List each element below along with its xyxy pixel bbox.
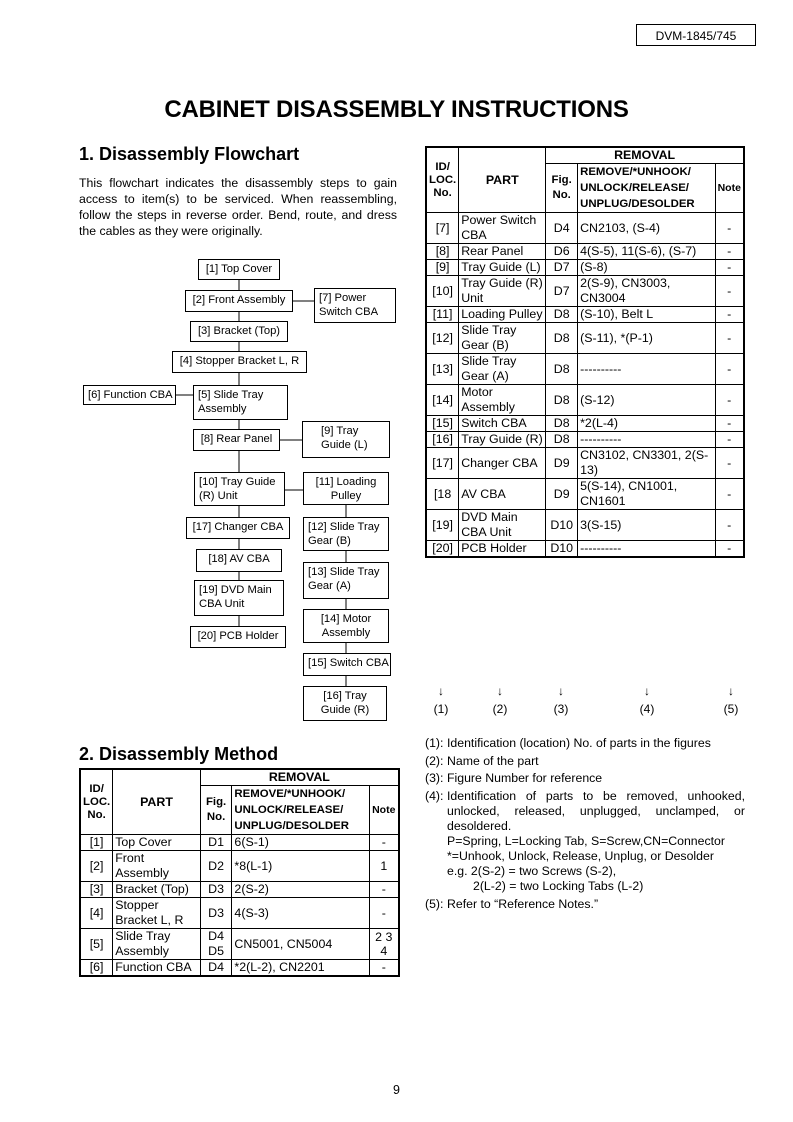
cell-removal: 6(S-1) [232,835,369,851]
cell-removal: 5(S-14), CN1001, CN1601 [578,479,715,510]
flow-node-top-cover: [1] Top Cover [198,259,280,280]
table-row [426,244,744,260]
cell-removal: (S-11), *(P-1) [578,323,715,354]
cell-id: [12] [426,323,459,354]
legend-key: P=Spring, L=Locking Tab, S=Screw,CN=Connector [447,833,725,848]
cell-id: [18 [426,479,459,510]
flow-node-tray-guide-r-unit: [10] Tray Guide (R) Unit [194,472,285,506]
table-row [80,851,399,882]
section-1-intro: This flowchart indicates the disassembly steps to gain access to item(s) to be serviced. When reassembling, follow the steps in reverse order. Bend, route, and dress the cables as they were originally. [79,176,397,238]
cell-part: Front Assembly [113,851,201,882]
flow-node-loading-pulley: [11] Loading Pulley [303,472,389,505]
cell-id: [11] [426,307,459,323]
column-markers [428,684,748,724]
cell-part: Slide Tray Gear (A) [459,354,546,385]
legend-example: e.g. 2(S-2) = two Screws (S-2), [447,863,617,878]
flow-node-slide-tray-assembly: [5] Slide Tray Assembly [193,385,288,420]
cell-id: [15] [426,416,459,432]
cell-note: - [715,213,744,244]
col-id-header: ID/ LOC. No. [80,769,113,835]
legend-item: (2): Name of the part [425,753,539,768]
cell-note: - [715,307,744,323]
flow-node-front-assembly: [2] Front Assembly [185,290,293,312]
cell-removal: *8(L-1) [232,851,369,882]
table-row [426,541,744,558]
cell-removal: *2(L-4) [578,416,715,432]
col-remove-header: REMOVE/*UNHOOK/ UNLOCK/RELEASE/ UNPLUG/DESOLDER [232,786,369,835]
disassembly-table-right [425,146,745,558]
arrow-down-icon: ↓ [497,684,503,698]
cell-part: Top Cover [113,835,201,851]
cell-fig: D3 [200,882,232,898]
table-left-body [80,835,399,977]
table-row [426,276,744,307]
col-removal-header: REMOVAL [546,147,744,164]
cell-fig: D6 [546,244,578,260]
cell-part: AV CBA [459,479,546,510]
table-row [426,385,744,416]
page-number: 9 [393,1083,400,1097]
cell-removal: (S-8) [578,260,715,276]
legend [425,735,745,913]
cell-fig: D4 [546,213,578,244]
cell-id: [8] [426,244,459,260]
flow-node-switch-cba: [15] Switch CBA [303,653,391,676]
cell-fig: D8 [546,432,578,448]
cell-fig: D8 [546,323,578,354]
cell-id: [13] [426,354,459,385]
flow-node-slide-tray-gear-a: [13] Slide Tray Gear (A) [303,562,389,599]
cell-note: - [715,323,744,354]
cell-fig: D10 [546,541,578,558]
section-1-heading: 1. Disassembly Flowchart [79,144,300,164]
table-row [426,448,744,479]
cell-removal: ---------- [578,432,715,448]
cell-removal: (S-10), Belt L [578,307,715,323]
arrow-down-icon: ↓ [644,684,650,698]
cell-fig: D8 [546,307,578,323]
cell-id: [3] [80,882,113,898]
col-note-header: Note [369,786,399,835]
legend-item: (5): Refer to “Reference Notes.” [425,896,599,911]
cell-fig: D3 [200,898,232,929]
column-marker: (4) [639,702,655,716]
cell-note: - [715,244,744,260]
cell-fig: D8 [546,416,578,432]
cell-note: - [369,960,399,977]
cell-note: - [369,882,399,898]
cell-part: Function CBA [113,960,201,977]
arrow-down-icon: ↓ [438,684,444,698]
cell-part: DVD Main CBA Unit [459,510,546,541]
flow-node-tray-guide-l: [9] Tray Guide (L) [302,421,390,458]
flow-node-tray-guide-r: [16] Tray Guide (R) [303,686,387,721]
page-title: CABINET DISASSEMBLY INSTRUCTIONS [164,96,629,123]
column-marker: (1) [433,702,449,716]
cell-part: Tray Guide (R) Unit [459,276,546,307]
col-fig-header: Fig. No. [546,164,578,213]
cell-note: - [715,510,744,541]
cell-part: Motor Assembly [459,385,546,416]
cell-removal: (S-12) [578,385,715,416]
cell-id: [17] [426,448,459,479]
arrow-down-icon: ↓ [728,684,734,698]
cell-part: Rear Panel [459,244,546,260]
legend-item: (3): Figure Number for reference [425,771,603,785]
cell-id: [4] [80,898,113,929]
cell-removal: ---------- [578,541,715,558]
cell-part: Slide Tray Gear (B) [459,323,546,354]
column-marker: (3) [553,702,569,716]
cell-removal: 4(S-3) [232,898,369,929]
flow-node-power-switch-cba: [7] Power Switch CBA [314,288,396,323]
cell-fig: D4 D5 [200,929,232,960]
cell-note: - [715,276,744,307]
cell-removal: *2(L-2), CN2201 [232,960,369,977]
table-right-body [426,213,744,558]
table-row [426,432,744,448]
cell-note: - [715,385,744,416]
disassembly-table-left [79,768,400,977]
table-row [426,323,744,354]
flow-node-av-cba: [18] AV CBA [196,549,282,572]
cell-note: - [369,835,399,851]
col-fig-header: Fig. No. [200,786,232,835]
cell-note: - [715,432,744,448]
table-row [426,354,744,385]
cell-fig: D2 [200,851,232,882]
cell-note: 1 [369,851,399,882]
cell-note: - [715,416,744,432]
cell-id: [14] [426,385,459,416]
flow-node-pcb-holder: [20] PCB Holder [190,626,286,648]
cell-fig: D8 [546,354,578,385]
cell-id: [10] [426,276,459,307]
column-marker: (2) [492,702,508,716]
col-part-header: PART [459,147,546,213]
cell-part: Tray Guide (R) [459,432,546,448]
model-number: DVM-1845/745 [636,24,756,46]
cell-removal: CN5001, CN5004 [232,929,369,960]
cell-note: - [715,541,744,558]
flow-node-slide-tray-gear-b: [12] Slide Tray Gear (B) [303,517,389,551]
cell-fig: D7 [546,260,578,276]
cell-removal: ---------- [578,354,715,385]
legend-item: (1): Identification (location) No. of parts in the figures [425,736,711,750]
table-row [426,260,744,276]
cell-note: - [369,898,399,929]
cell-removal: CN2103, (S-4) [578,213,715,244]
cell-id: [9] [426,260,459,276]
cell-part: Power Switch CBA [459,213,546,244]
cell-id: [16] [426,432,459,448]
flow-node-rear-panel: [8] Rear Panel [193,429,280,451]
table-row [80,960,399,977]
cell-fig: D8 [546,385,578,416]
section-2-heading: 2. Disassembly Method [79,744,279,764]
table-row [426,510,744,541]
table-row [426,307,744,323]
table-row [80,882,399,898]
cell-fig: D4 [200,960,232,977]
arrow-down-icon: ↓ [558,684,564,698]
cell-note: - [715,448,744,479]
table-row [426,213,744,244]
cell-part: Switch CBA [459,416,546,432]
table-row [80,898,399,929]
cell-id: [20] [426,541,459,558]
table-row [426,479,744,510]
cell-id: [19] [426,510,459,541]
cell-fig: D1 [200,835,232,851]
cell-fig: D9 [546,479,578,510]
cell-id: [7] [426,213,459,244]
col-id-header: ID/ LOC. No. [426,147,459,213]
cell-removal: 4(S-5), 11(S-6), (S-7) [578,244,715,260]
legend-item: (4): Identification of parts to be removed, unhooked, unlocked, released, unplugged, unclamped, or desoldered. [425,788,745,833]
table-row [80,835,399,851]
flow-node-motor-assembly: [14] Motor Assembly [303,609,389,643]
cell-note: 2 3 4 [369,929,399,960]
cell-removal: 2(S-2) [232,882,369,898]
cell-removal: 2(S-9), CN3003, CN3004 [578,276,715,307]
cell-part: Changer CBA [459,448,546,479]
cell-id: [5] [80,929,113,960]
cell-note: - [715,479,744,510]
cell-note: - [715,260,744,276]
table-row [80,929,399,960]
col-part-header: PART [113,769,201,835]
cell-note: - [715,354,744,385]
cell-id: [2] [80,851,113,882]
flow-node-dvd-main-cba: [19] DVD Main CBA Unit [194,580,284,616]
cell-fig: D9 [546,448,578,479]
col-remove-header: REMOVE/*UNHOOK/ UNLOCK/RELEASE/ UNPLUG/DESOLDER [578,164,715,213]
cell-fig: D10 [546,510,578,541]
flow-node-bracket-top: [3] Bracket (Top) [190,321,288,342]
cell-part: Tray Guide (L) [459,260,546,276]
cell-fig: D7 [546,276,578,307]
flow-node-changer-cba: [17] Changer CBA [186,517,290,539]
flow-node-stopper-bracket: [4] Stopper Bracket L, R [172,351,307,373]
cell-part: Stopper Bracket L, R [113,898,201,929]
cell-part: Slide Tray Assembly [113,929,201,960]
col-note-header: Note [715,164,744,213]
cell-part: Loading Pulley [459,307,546,323]
legend-key: *=Unhook, Unlock, Release, Unplug, or Desolder [447,848,714,863]
cell-id: [1] [80,835,113,851]
flow-node-function-cba: [6] Function CBA [83,385,176,405]
cell-removal: 3(S-15) [578,510,715,541]
cell-part: PCB Holder [459,541,546,558]
column-marker: (5) [723,702,739,716]
cell-id: [6] [80,960,113,977]
cell-part: Bracket (Top) [113,882,201,898]
table-row [426,416,744,432]
legend-example: 2(L-2) = two Locking Tabs (L-2) [473,878,644,893]
cell-removal: CN3102, CN3301, 2(S-13) [578,448,715,479]
col-removal-header: REMOVAL [200,769,399,786]
